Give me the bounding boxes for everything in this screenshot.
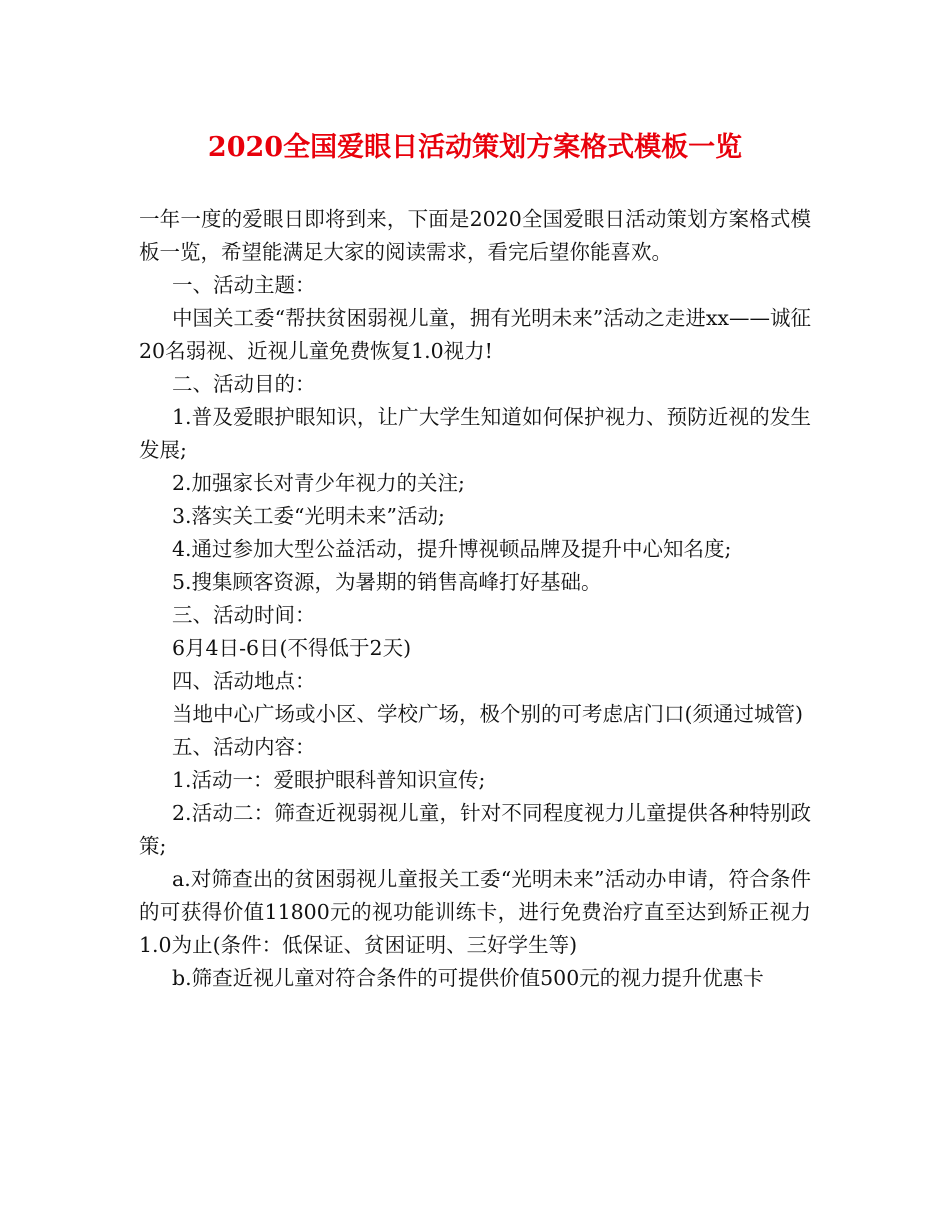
theme-paragraph: 中国关工委“帮扶贫困弱视儿童，拥有光明未来”活动之走进xx——诚征20名弱视、近视儿童免费恢复1.0视力! [139,306,811,363]
section-heading-purpose: 二、活动目的： [172,372,316,396]
purpose-item: 2.加强家长对青少年视力的关注; [172,471,465,495]
time-paragraph: 6月4日-6日(不得低于2天) [172,636,412,660]
content-subitem: a.对筛查出的贫困弱视儿童报关工委“光明未来”活动办申请，符合条件的可获得价值11800元的视功能训练卡，进行免费治疗直至达到矫正视力1.0为止(条件：低保证、贫困证明、三好学生等) [139,867,811,957]
intro-paragraph: 一年一度的爱眼日即将到来，下面是2020全国爱眼日活动策划方案格式模板一览，希望能满足大家的阅读需求，看完后望你能喜欢。 [139,207,811,264]
section-heading-location: 四、活动地点： [172,669,316,693]
section-heading-time: 三、活动时间： [172,603,316,627]
purpose-item: 4.通过参加大型公益活动，提升博视顿品牌及提升中心知名度; [172,537,732,561]
purpose-item: 1.普及爱眼护眼知识，让广大学生知道如何保护视力、预防近视的发生发展; [139,405,811,462]
purpose-item: 3.落实关工委“光明未来”活动; [172,504,445,528]
document-title: 2020全国爱眼日活动策划方案格式模板一览 [207,132,743,163]
document-body [139,203,811,995]
content-subitem: b.筛查近视儿童对符合条件的可提供价值500元的视力提升优惠卡 [172,966,764,990]
location-paragraph: 当地中心广场或小区、学校广场，极个别的可考虑店门口(须通过城管) [172,702,803,726]
section-heading-theme: 一、活动主题： [172,273,316,297]
section-heading-content: 五、活动内容： [172,735,316,759]
content-item: 2.活动二：筛查近视弱视儿童，针对不同程度视力儿童提供各种特别政策; [139,801,811,858]
content-item: 1.活动一：爱眼护眼科普知识宣传; [172,768,486,792]
purpose-item: 5.搜集顾客资源，为暑期的销售高峰打好基础。 [172,570,602,594]
